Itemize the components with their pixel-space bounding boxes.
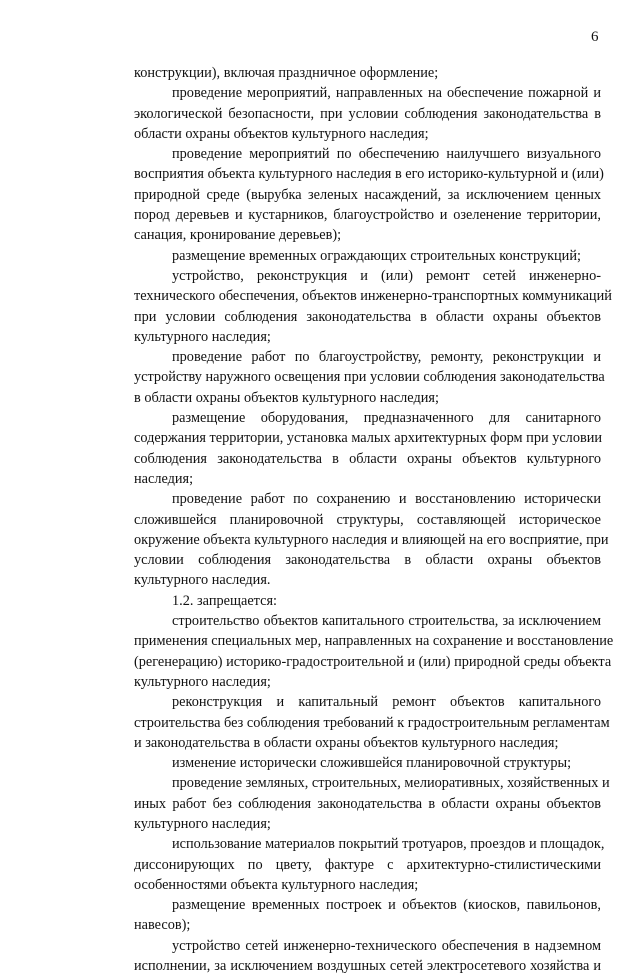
text-line: размещение временных ограждающих строительных конструкций; (172, 247, 581, 264)
paragraph (96, 753, 601, 773)
paragraph (96, 692, 610, 753)
text-line: содержания территории, установка малых архитектурных форм при условии (134, 430, 603, 447)
text-line: восприятия объекта культурного наследия в его историко-культурной и (или) (134, 166, 604, 183)
text-line: экологической безопасности, при условии соблюдения законодательства в (134, 105, 601, 122)
text-line: строительство объектов капитального строительства, за исключением (172, 613, 601, 630)
text-line: условии соблюдения законодательства в области охраны объектов (134, 552, 601, 569)
text-line: 1.2. запрещается: (172, 592, 277, 609)
paragraph (96, 611, 614, 692)
text-line: области охраны объектов культурного наследия; (134, 125, 429, 142)
paragraph (96, 63, 601, 83)
text-line: устройство сетей инженерно-технического обеспечения в надземном (172, 937, 601, 954)
paragraph (96, 408, 601, 489)
text-line: при условии соблюдения законодательства в области охраны объектов (134, 308, 601, 325)
text-line: проведение мероприятий по обеспечению наилучшего визуального (172, 146, 601, 163)
text-line: и законодательства в области охраны объектов культурного наследия; (134, 734, 559, 751)
text-line: строительства без соблюдения требований к градостроительным регламентам (134, 714, 610, 731)
text-line: применения специальных мер, направленных на сохранение и восстановление (134, 633, 614, 650)
paragraph (96, 266, 612, 347)
text-line: наследия; (134, 470, 194, 487)
text-line: диссонирующих по цвету, фактуре с архитектурно-стилистическими (134, 856, 601, 873)
text-line: пород деревьев и кустарников, благоустройство и озеленение территории, (134, 207, 601, 224)
paragraph (96, 895, 601, 936)
paragraph (96, 773, 610, 834)
paragraph (96, 83, 601, 144)
text-line: изменение исторически сложившейся планировочной структуры; (172, 755, 572, 772)
text-line: использование материалов покрытий тротуаров, проездов и площадок, (172, 836, 605, 853)
text-line: технического обеспечения, объектов инженерно-транспортных коммуникаций (134, 288, 612, 305)
text-line: культурного наследия; (134, 815, 271, 832)
text-line: (регенерацию) историко-градостроительной и (или) природной среды объекта (134, 653, 612, 670)
text-line: иных работ без соблюдения законодательства в области охраны объектов (134, 795, 601, 812)
text-line: размещение временных построек и объектов (киосков, павильонов, (172, 897, 601, 914)
text-line: устройству наружного освещения при условии соблюдения законодательства (134, 369, 605, 386)
text-line: размещение оборудования, предназначенного для санитарного (172, 410, 601, 427)
text-line: культурного наследия; (134, 328, 271, 345)
text-line: проведение земляных, строительных, мелиоративных, хозяйственных и (172, 775, 610, 792)
text-line: конструкции), включая праздничное оформление; (134, 65, 439, 81)
text-line: навесов); (134, 917, 191, 934)
paragraph (96, 246, 601, 266)
text-line: проведение работ по сохранению и восстановлению исторически (172, 491, 601, 508)
paragraph (96, 834, 605, 895)
text-line: природной среде (вырубка зеленых насаждений, за исключением ценных (134, 186, 601, 203)
document-body (96, 63, 614, 976)
text-line: реконструкция и капитальный ремонт объектов капитального (172, 694, 601, 711)
text-line: культурного наследия; (134, 673, 271, 690)
paragraph (96, 144, 604, 245)
text-line: устройство, реконструкция и (или) ремонт сетей инженерно- (172, 267, 601, 284)
text-line: сложившейся планировочной структуры, составляющей историческое (134, 511, 601, 528)
text-line: соблюдения законодательства в области охраны объектов культурного (134, 450, 601, 467)
paragraph (96, 591, 601, 611)
text-line: особенностями объекта культурного наследия; (134, 876, 419, 893)
paragraph (96, 489, 609, 590)
paragraph (96, 936, 601, 976)
text-line: санация, кронирование деревьев); (134, 227, 342, 244)
text-line: в области охраны объектов культурного наследия; (134, 389, 439, 406)
text-line: культурного наследия. (134, 572, 271, 589)
page-number: 6 (591, 29, 599, 45)
text-line: проведение мероприятий, направленных на обеспечение пожарной и (172, 85, 601, 102)
paragraph (96, 347, 605, 408)
text-line: проведение работ по благоустройству, ремонту, реконструкции и (172, 349, 601, 366)
text-line: окружение объекта культурного наследия и влияющей на его восприятие, при (134, 531, 609, 548)
text-line: исполнении, за исключением воздушных сетей электросетевого хозяйства и (134, 958, 601, 975)
